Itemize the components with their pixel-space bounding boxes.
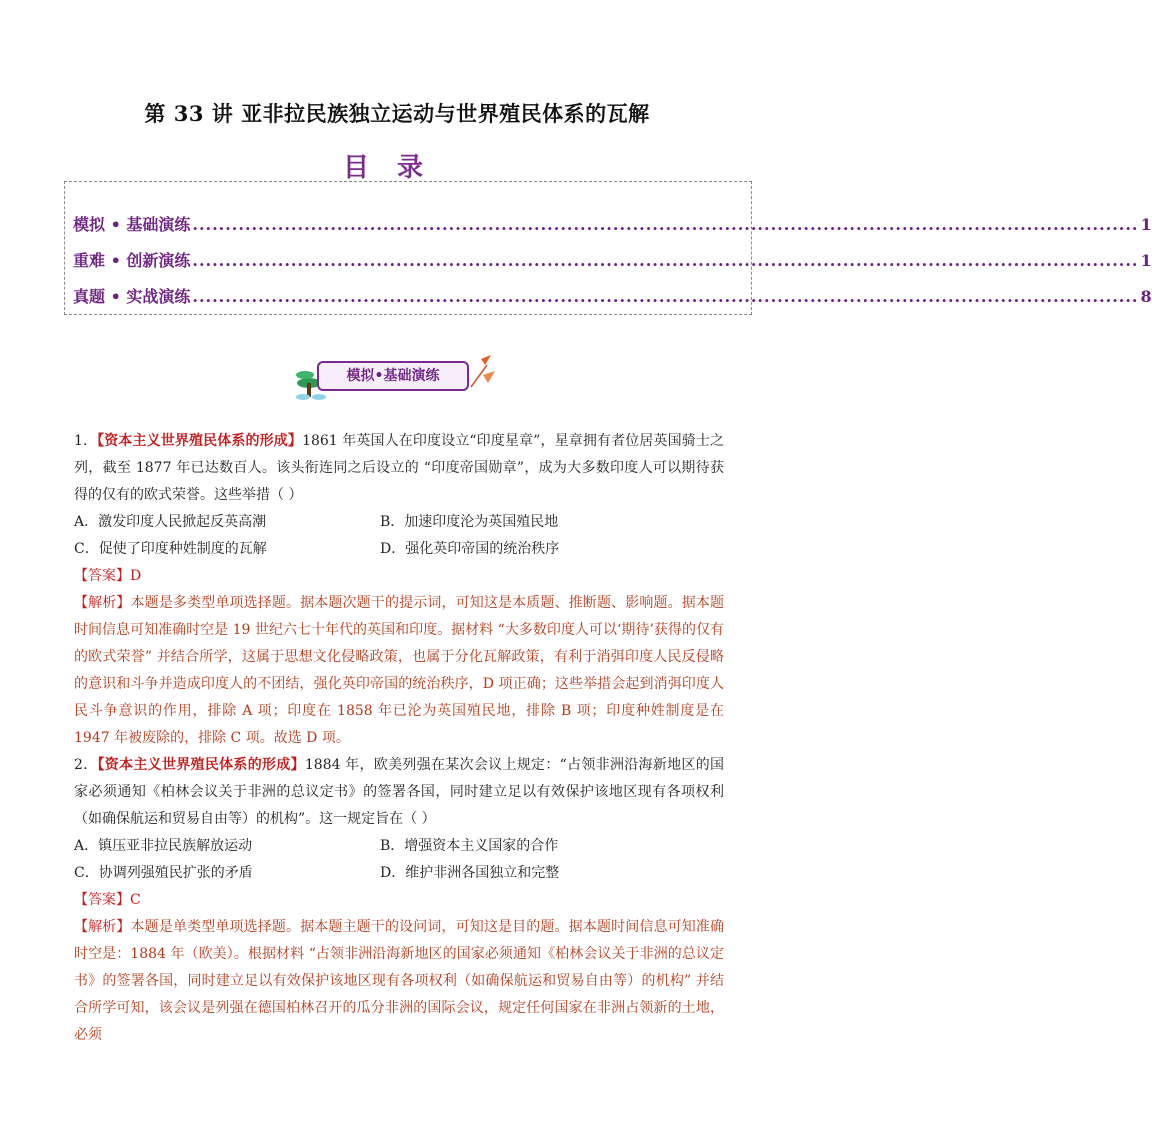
explanation — [74, 590, 724, 752]
question-topic-tag: 【资本主义世界殖民体系的形成】 — [97, 433, 303, 449]
option-a: A．镇压亚非拉民族解放运动 — [74, 838, 253, 854]
option-list — [74, 833, 724, 887]
explanation-text: 本题是单类型单项选择题。据本题主题干的设问词，可知这是目的题。据本题时间信息可知准确时空是：1884 年（欧美）。根据材料 “占领非洲沿海新地区的国家必须通知《柏林会议关于非洲的总议定书》的签署各国，同时建立足以有效保护该地区现有各项权利（如确保航运和贸易自由等）的机构” 并结合所学可知，该会议是列强在德国柏林召开的瓜分非洲的国际会议，规定任何国家在非洲占领新的土地，必须 — [74, 919, 725, 1043]
toc-entry-innovation[interactable] — [73, 248, 1152, 270]
answer-line — [74, 887, 724, 914]
toc-box — [64, 181, 1152, 315]
option-d: D．强化英印帝国的统治秩序 — [380, 541, 560, 557]
answer-value: D — [130, 568, 142, 584]
toc-entry-label: 真题 • 实战演练 — [73, 287, 191, 306]
explanation-tag: 【解析】 — [74, 595, 131, 611]
answer-line — [74, 563, 724, 590]
toc-entry-label: 模拟 • 基础演练 — [73, 215, 191, 234]
question-stem — [74, 428, 724, 509]
water-icon — [296, 394, 310, 400]
question-text: 1861 年英国人在印度设立“印度星章”，星章拥有者位居英国骑士之列，截至 1877 年已达数百人。该头衔连同之后设立的 “印度帝国勋章”，成为大多数印度人可以期待获得的仅有的欧式荣誉。这些举措（ ） — [74, 433, 724, 503]
page-title: 第 33 讲 亚非拉民族独立运动与世界殖民体系的瓦解 — [144, 101, 650, 126]
answer-tag: 【答案】 — [74, 892, 130, 908]
toc-entry-exam[interactable] — [73, 284, 1152, 306]
arrow-decoration-icon — [481, 355, 491, 365]
toc-page-number: 1 — [1140, 215, 1152, 234]
answer-tag: 【答案】 — [74, 568, 130, 584]
toc-leader-dots: ................................................................................................................................................ — [192, 287, 1139, 306]
explanation — [74, 914, 724, 1049]
option-c: C．促使了印度种姓制度的瓦解 — [74, 541, 267, 557]
toc-leader-dots: ................................................................................................................................................ — [192, 215, 1139, 234]
toc-entry-label: 重难 • 创新演练 — [73, 251, 191, 270]
banner-label: 模拟•基础演练 — [346, 368, 440, 384]
question-list — [74, 428, 724, 1049]
question-stem — [74, 752, 724, 833]
toc-entry-basic[interactable] — [73, 212, 1152, 234]
option-b: B．加速印度沦为英国殖民地 — [380, 514, 559, 530]
toc-leader-dots: ................................................................................................................................................ — [192, 251, 1139, 270]
toc-page-number: 8 — [1140, 287, 1152, 306]
question-number: 2． — [74, 757, 98, 773]
option-list — [74, 509, 724, 563]
option-c: C．协调列强殖民扩张的矛盾 — [74, 865, 253, 881]
question-text: 1884 年，欧美列强在某次会议上规定：“占领非洲沿海新地区的国家必须通知《柏林会议关于非洲的总议定书》的签署各国，同时建立足以有效保护该地区现有各项权利（如确保航运和贸易自由等）的机构”。这一规定旨在（ ） — [74, 757, 724, 827]
water-icon — [312, 394, 326, 400]
question-topic-tag: 【资本主义世界殖民体系的形成】 — [97, 757, 305, 773]
leaf-icon — [296, 371, 314, 379]
toc-heading: 目录 — [342, 153, 451, 183]
option-d: D．维护非洲各国独立和完整 — [380, 865, 560, 881]
toc-page-number: 1 — [1140, 251, 1152, 270]
option-a: A．激发印度人民掀起反英高潮 — [74, 514, 267, 530]
section-banner — [295, 353, 501, 403]
answer-value: C — [130, 892, 141, 908]
explanation-text: 本题是多类型单项选择题。据本题次题干的提示词，可知这是本质题、推断题、影响题。据本题时间信息可知准确时空是 19 世纪六七十年代的英国和印度。据材料 “大多数印度人可以‘期待’获得的仅有的欧式荣誉” 并结合所学，这属于思想文化侵略政策，也属于分化瓦解政策，有利于消弭印度人民反侵略的意识和斗争并造成印度人的不团结，强化英印帝国的统治秩序，D 项正确；这些举措会起到消弭印度人民斗争意识的作用，排除 A 项；印度在 1858 年已沦为英国殖民地，排除 B 项；印度种姓制度是在 1947 年被废除的，排除 C 项。故选 D 项。 — [74, 595, 725, 746]
question-number: 1． — [74, 433, 98, 449]
arrow-decoration-icon — [483, 371, 495, 383]
option-b: B．增强资本主义国家的合作 — [380, 838, 559, 854]
explanation-tag: 【解析】 — [74, 919, 131, 935]
